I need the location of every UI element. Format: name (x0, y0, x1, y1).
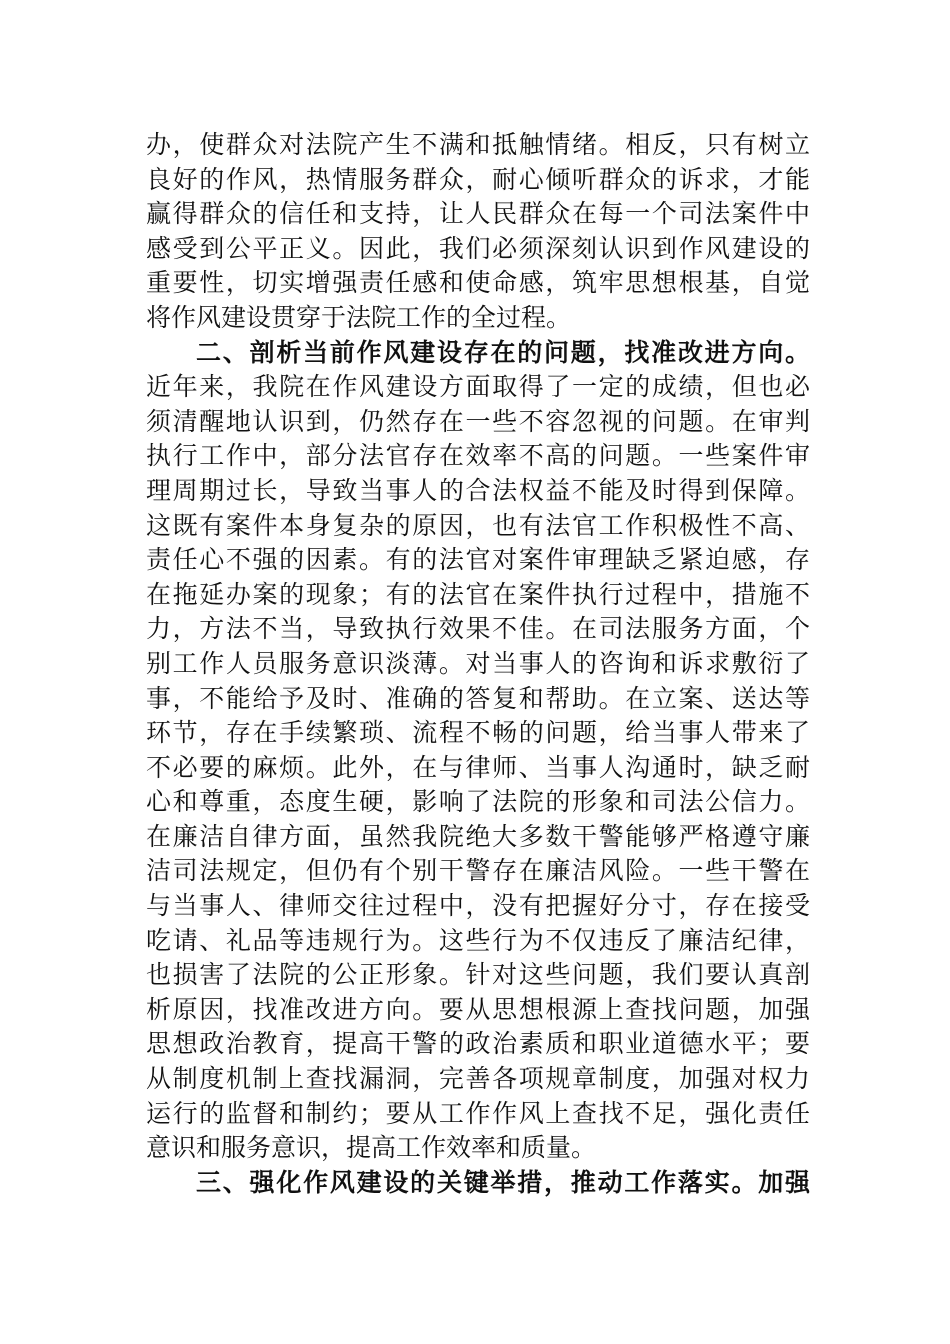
text-line: 执行工作中，部分法官存在效率不高的问题。一些案件审 (146, 441, 810, 471)
section-heading-2: 二、剖析当前作风建设存在的问题，找准改进方向。 (196, 337, 810, 367)
text-line: 须清醒地认识到，仍然存在一些不容忽视的问题。在审判 (146, 406, 810, 436)
text-line: 析原因，找准改进方向。要从思想根源上查找问题，加强 (146, 994, 810, 1024)
body-text (146, 128, 810, 1200)
text-line: 将作风建设贯穿于法院工作的全过程。 (146, 302, 572, 332)
section-heading-3: 三、强化作风建设的关键举措，推动工作落实。加强 (196, 1167, 810, 1197)
text-line: 赢得群众的信任和支持，让人民群众在每一个司法案件中 (146, 199, 810, 229)
text-line: 力，方法不当，导致执行效果不佳。在司法服务方面，个 (146, 614, 810, 644)
text-line: 重要性，切实增强责任感和使命感，筑牢思想根基，自觉 (146, 268, 810, 298)
text-line: 在拖延办案的现象；有的法官在案件执行过程中，措施不 (146, 579, 810, 609)
text-line: 在廉洁自律方面，虽然我院绝大多数干警能够严格遵守廉 (146, 821, 810, 851)
text-line: 洁司法规定，但仍有个别干警存在廉洁风险。一些干警在 (146, 856, 810, 886)
text-line: 不必要的麻烦。此外，在与律师、当事人沟通时，缺乏耐 (146, 752, 810, 782)
text-line: 良好的作风，热情服务群众，耐心倾听群众的诉求，才能 (146, 164, 810, 194)
text-line: 近年来，我院在作风建设方面取得了一定的成绩，但也必 (146, 372, 810, 402)
text-line: 意识和服务意识，提高工作效率和质量。 (146, 1133, 597, 1163)
text-line: 办，使群众对法院产生不满和抵触情绪。相反，只有树立 (146, 130, 810, 159)
text-line: 环节，存在手续繁琐、流程不畅的问题，给当事人带来了 (146, 718, 810, 748)
text-line: 事，不能给予及时、准确的答复和帮助。在立案、送达等 (146, 683, 810, 713)
text-line: 与当事人、律师交往过程中，没有把握好分寸，存在接受 (146, 891, 810, 921)
text-line: 这既有案件本身复杂的原因，也有法官工作积极性不高、 (146, 510, 810, 540)
text-line: 理周期过长，导致当事人的合法权益不能及时得到保障。 (146, 475, 810, 505)
text-line: 吃请、礼品等违规行为。这些行为不仅违反了廉洁纪律， (146, 925, 810, 955)
text-line: 感受到公平正义。因此，我们必须深刻认识到作风建设的 (146, 233, 810, 263)
text-line: 运行的监督和制约；要从工作作风上查找不足，强化责任 (146, 1098, 810, 1128)
text-line: 思想政治教育，提高干警的政治素质和职业道德水平；要 (146, 1029, 810, 1059)
text-line: 也损害了法院的公正形象。针对这些问题，我们要认真剖 (146, 960, 810, 990)
text-line: 心和尊重，态度生硬，影响了法院的形象和司法公信力。 (146, 787, 810, 817)
text-line: 从制度机制上查找漏洞，完善各项规章制度，加强对权力 (146, 1064, 810, 1094)
text-line: 责任心不强的因素。有的法官对案件审理缺乏紧迫感，存 (146, 545, 810, 575)
text-line: 别工作人员服务意识淡薄。对当事人的咨询和诉求敷衍了 (146, 648, 810, 678)
